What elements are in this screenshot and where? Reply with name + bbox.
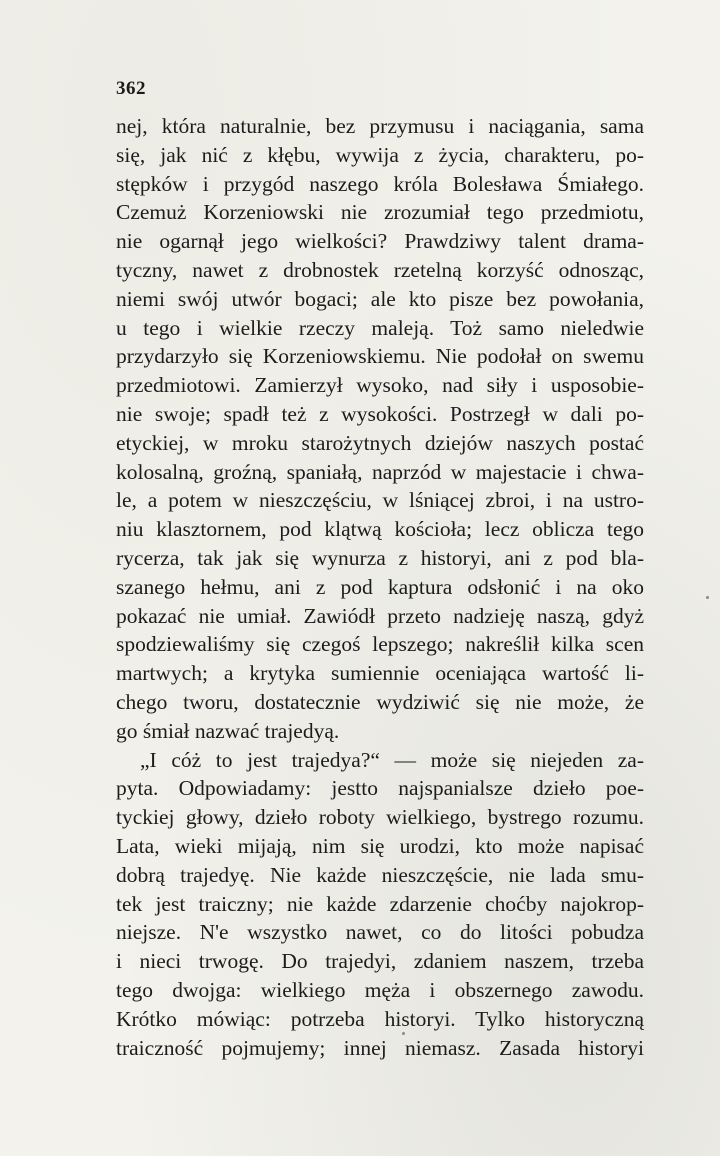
paper-speck — [402, 1032, 405, 1035]
text-line: chego tworu, dostatecznie wydziwić się nie może, że — [116, 689, 644, 714]
text-line: tyczny, nawet z drobnostek rzetelną korzyść odnosząc, — [116, 257, 644, 282]
text-line: stępków i przygód naszego króla Bolesława Śmiałego. — [116, 171, 644, 196]
text-line: niu klasztornem, pod klątwą kościoła; lecz oblicza tego — [116, 517, 644, 542]
text-line: i nieci trwogę. Do trajedyi, zdaniem naszem, trzeba — [116, 949, 644, 974]
text-line: niejsze. N'e wszystko nawet, co do litości pobudza — [116, 920, 644, 945]
text-line: pokazać nie umiał. Zawiódł przeto nadzieję naszą, gdyż — [116, 603, 644, 628]
text-line: dobrą trajedyę. Nie każde nieszczęście, nie lada smu- — [116, 862, 644, 887]
text-line: szanego hełmu, ani z pod kaptura odsłonić i na oko — [116, 574, 644, 599]
text-line: go śmiał nazwać trajedyą. — [116, 718, 340, 743]
paper-speck — [706, 596, 709, 599]
text-line: u tego i wielkie rzeczy maleją. Toż samo nieledwie — [116, 315, 644, 340]
text-line: spodziewaliśmy się czegoś lepszego; nakreślił kilka scen — [116, 632, 644, 657]
text-line: nie ogarnął jego wielkości? Prawdziwy talent drama- — [116, 229, 644, 254]
text-line: „I cóż to jest trajedya?“ — może się niejeden za- — [140, 747, 644, 772]
text-line: Czemuż Korzeniowski nie zrozumiał tego przedmiotu, — [116, 200, 644, 225]
text-line: le, a potem w nieszczęściu, w lśniącej zbroi, i na ustro- — [116, 488, 644, 513]
body-text — [116, 112, 644, 1062]
text-line: tego dwojga: wielkiego męża i obszernego zawodu. — [116, 977, 644, 1002]
text-line: Krótko mówiąc: potrzeba historyi. Tylko historyczną — [116, 1006, 644, 1031]
text-line: niemi swój utwór bogaci; ale kto pisze bez powołania, — [116, 286, 644, 311]
text-line: pyta. Odpowiadamy: jestto najspanialsze dzieło poe- — [116, 776, 644, 801]
page-number: 362 — [116, 78, 146, 99]
text-line: kolosalną, groźną, spaniałą, naprzód w majestacie i chwa- — [116, 459, 644, 484]
text-line: przydarzyło się Korzeniowskiemu. Nie podołał on swemu — [116, 344, 644, 369]
text-line: tyckiej głowy, dzieło roboty wielkiego, bystrego rozumu. — [116, 805, 644, 830]
text-line: tek jest traiczny; nie każde zdarzenie choćby najokrop- — [116, 891, 644, 916]
text-line: przedmiotowi. Zamierzył wysoko, nad siły i usposobie- — [116, 373, 644, 398]
text-line: nie swoje; spadł też z wysokości. Postrzegł w dali po- — [116, 401, 644, 426]
text-line: traiczność pojmujemy; innej niemasz. Zasada historyi — [116, 1035, 644, 1060]
text-line: martwych; a krytyka sumiennie oceniająca wartość li- — [116, 661, 644, 686]
text-line: się, jak nić z kłębu, wywija z życia, charakteru, po- — [116, 142, 644, 167]
text-line: Lata, wieki mijają, nim się urodzi, kto może napisać — [116, 833, 644, 858]
text-line: etyckiej, w mroku starożytnych dziejów naszych postać — [116, 430, 644, 455]
text-line: rycerza, tak jak się wynurza z historyi, ani z pod bla- — [116, 545, 644, 570]
text-line: nej, która naturalnie, bez przymusu i naciągania, sama — [116, 114, 644, 138]
